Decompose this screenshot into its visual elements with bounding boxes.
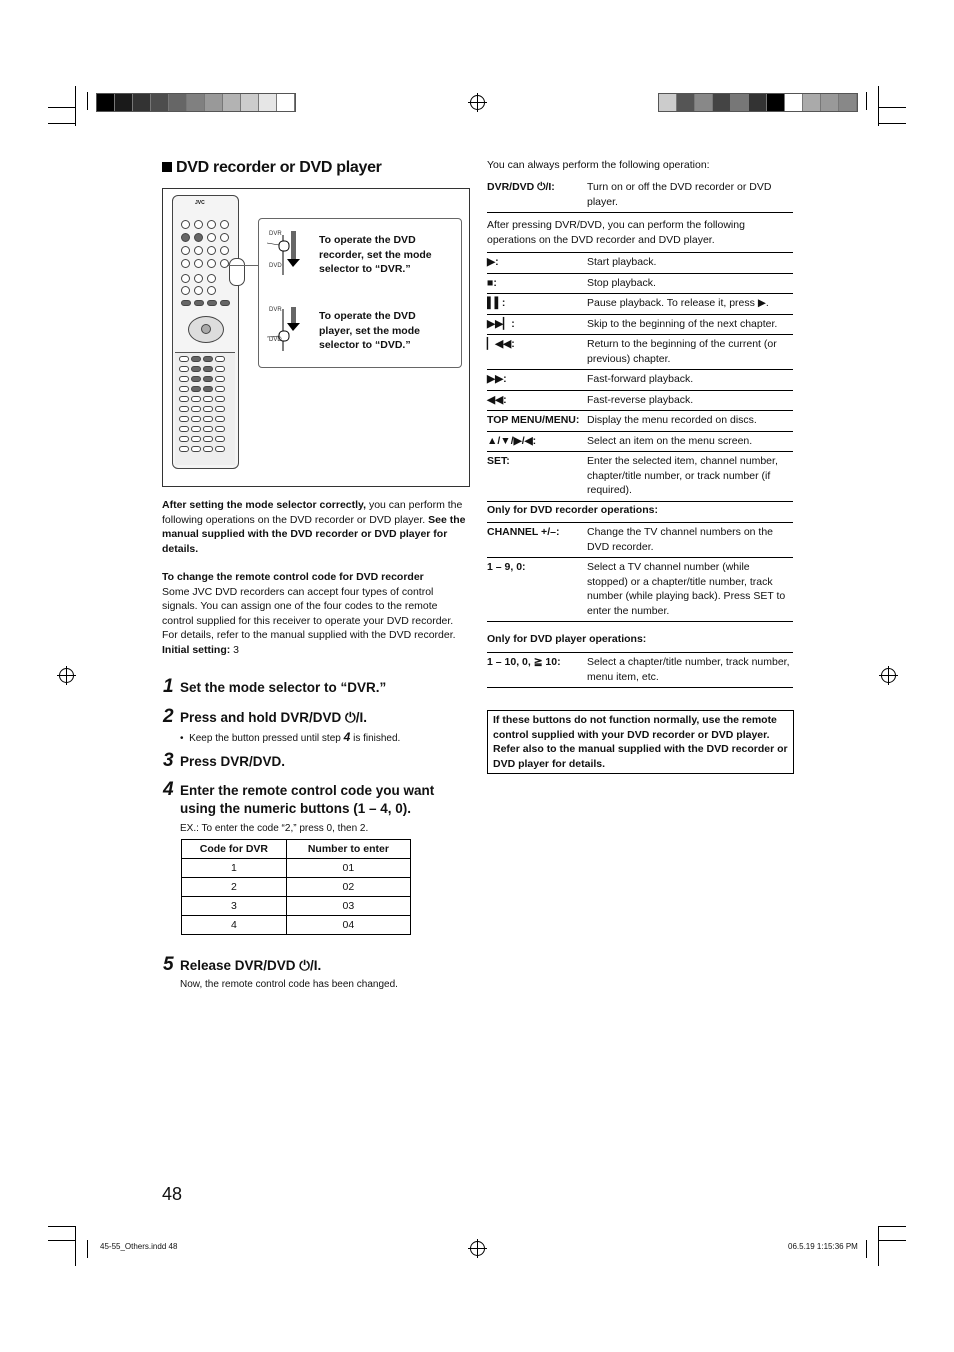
remote-figure — [162, 188, 470, 487]
remote-button — [179, 386, 189, 392]
note-box: If these buttons do not function normally, use the remote control supplied with your DVD recorder or DVD player. Refer also to the manual supplied with the DVD recorder or DVD player for details. — [487, 710, 794, 774]
remote-button — [179, 366, 189, 372]
remote-button — [191, 376, 201, 382]
remote-button — [207, 259, 216, 268]
remote-button — [207, 286, 216, 295]
color-swatch — [677, 94, 695, 111]
color-swatch — [659, 94, 677, 111]
remote-button — [203, 366, 213, 372]
op-desc: Stop playback. — [587, 276, 656, 289]
square-bullet-icon — [162, 162, 172, 172]
table-row — [487, 335, 793, 370]
op-key: ▲/▼/▶/◀: — [487, 434, 537, 447]
table-row — [487, 274, 793, 295]
remote-button — [215, 416, 225, 422]
registration-target-icon — [881, 668, 896, 683]
step-text: Set the mode selector to “DVR.” — [180, 680, 387, 695]
remote-button — [181, 286, 190, 295]
color-swatch — [713, 94, 731, 111]
color-swatch — [839, 94, 857, 111]
remote-button — [191, 416, 201, 422]
mode-selector-callout — [258, 218, 462, 368]
remote-button — [181, 259, 190, 268]
op-desc: Turn on or off the DVD recorder or DVD player. — [587, 181, 772, 208]
always-table — [487, 178, 793, 213]
operations-table — [487, 253, 793, 502]
change-code-section: To change the remote control code for DVD recorder Some JVC DVD recorders can accept four types of control signals. You can assign one of the four codes to the remote control supplied for this receiver to operate your DVD recorder. For details, refer to the manual supplied with the DVD recorder. Initial setting: 3 — [162, 570, 462, 657]
remote-button — [215, 436, 225, 442]
remote-button — [194, 300, 204, 306]
remote-control-illustration — [172, 195, 239, 469]
remote-button — [179, 396, 189, 402]
dvr-position-label: DVR — [269, 307, 282, 313]
remote-button — [181, 233, 190, 242]
step-number: 4 — [163, 779, 174, 800]
dvr-instruction: To operate the DVD recorder, set the mode selector to “DVR.” — [319, 234, 432, 275]
table-row — [487, 558, 793, 622]
table-header: Code for DVR — [182, 840, 287, 859]
section-title: DVD recorder or DVD player — [162, 159, 382, 177]
op-key: ■: — [487, 276, 497, 289]
remote-button — [220, 220, 229, 229]
table-row: 2 02 — [182, 878, 411, 897]
op-desc: Change the TV channel numbers on the DVD recorder. — [587, 526, 774, 553]
remote-button — [194, 259, 203, 268]
dvd-position-label: DVD — [269, 337, 282, 343]
op-key: ▶▶▏: — [487, 317, 515, 330]
remote-button — [191, 426, 201, 432]
code-table — [181, 839, 411, 935]
remote-button — [203, 386, 213, 392]
color-swatch — [187, 94, 205, 111]
table-row: 4 04 — [182, 916, 411, 935]
remote-button — [203, 416, 213, 422]
table-row — [487, 523, 793, 558]
remote-button — [191, 366, 201, 372]
step-number: 3 — [163, 750, 174, 771]
remote-mode-selector — [229, 258, 245, 286]
change-code-heading: To change the remote control code for DVD recorder — [162, 571, 424, 583]
op-desc: Fast-forward playback. — [587, 373, 694, 385]
registration-target-icon — [470, 1241, 485, 1256]
step-number: 1 — [163, 676, 174, 697]
player-operations-table — [487, 653, 793, 688]
remote-button — [207, 246, 216, 255]
step-note: EX.: To enter the code “2,” press 0, then 2. — [180, 823, 369, 834]
color-swatch — [223, 94, 241, 111]
step-text: Press DVR/DVD. — [180, 754, 286, 769]
color-swatch — [115, 94, 133, 111]
remote-button — [194, 233, 203, 242]
remote-button — [181, 220, 190, 229]
recorder-operations-table — [487, 523, 793, 622]
remote-button — [215, 406, 225, 412]
color-swatch — [785, 94, 803, 111]
change-code-text: Some JVC DVD recorders can accept four types of control signals. You can assign one of the four codes to the remote control supplied for this receiver to operate your DVD recorder. For details, refer to the manual supplied with the DVD recorder. — [162, 585, 456, 641]
remote-button — [181, 300, 191, 306]
remote-button — [179, 406, 189, 412]
op-key: ▌▌: — [487, 297, 506, 309]
op-desc: Fast-reverse playback. — [587, 393, 694, 406]
step-number: 2 — [163, 706, 174, 727]
remote-button — [215, 376, 225, 382]
op-desc: Return to the beginning of the current (or previous) chapter. — [587, 338, 777, 365]
step-text: Release DVR/DVD ⏻/I. — [180, 958, 322, 973]
remote-button — [179, 416, 189, 422]
remote-button — [215, 446, 225, 452]
color-swatch — [97, 94, 115, 111]
dvd-position-label: DVD — [269, 263, 282, 269]
table-row — [487, 452, 793, 502]
step-number: 5 — [163, 954, 174, 975]
remote-button — [203, 356, 213, 362]
footer-file: 45-55_Others.indd 48 — [100, 1242, 178, 1251]
remote-button — [179, 376, 189, 382]
table-row — [487, 432, 793, 453]
remote-button — [203, 436, 213, 442]
remote-button — [215, 426, 225, 432]
after-intro: After pressing DVR/DVD, you can perform the following operations on the DVD recorder and DVD player. — [487, 219, 745, 246]
remote-button — [207, 220, 216, 229]
table-row: 3 03 — [182, 897, 411, 916]
remote-button — [207, 233, 216, 242]
remote-button — [203, 376, 213, 382]
table-row — [487, 411, 793, 432]
footer-timestamp: 06.5.19 1:15:36 PM — [788, 1242, 858, 1251]
remote-button — [191, 356, 201, 362]
remote-button — [179, 446, 189, 452]
remote-button — [203, 406, 213, 412]
remote-button — [215, 366, 225, 372]
step-note: Now, the remote control code has been changed. — [180, 979, 398, 990]
color-swatch — [803, 94, 821, 111]
table-row — [487, 294, 793, 315]
remote-brand-logo: JVC — [195, 200, 205, 206]
op-desc: Display the menu recorded on discs. — [587, 414, 757, 426]
remote-button — [191, 396, 201, 402]
callout-pointer — [227, 265, 259, 266]
op-key: SET: — [487, 455, 510, 467]
table-row — [487, 253, 793, 274]
step-note: • Keep the button pressed until step 4 is finished. — [180, 730, 401, 744]
op-desc: Select a TV channel number (while stopped) or a chapter/title number, track number (while playing back). Press SET to enter the number. — [587, 561, 786, 617]
color-swatch — [133, 94, 151, 111]
remote-button — [215, 386, 225, 392]
intro-paragraph: After setting the mode selector correctly, you can perform the following operations on the DVD recorder or DVD player. See the manual supplied with the DVD recorder or DVD player for details. — [162, 499, 466, 555]
op-desc: Pause playback. To release it, press ▶. — [587, 297, 769, 309]
remote-button — [191, 446, 201, 452]
op-desc: Skip to the beginning of the next chapter. — [587, 317, 778, 330]
remote-button — [220, 246, 229, 255]
op-key: CHANNEL +/–: — [487, 526, 560, 538]
color-swatch — [695, 94, 713, 111]
table-row — [487, 653, 793, 688]
op-desc: Select an item on the menu screen. — [587, 434, 753, 447]
color-swatch — [277, 94, 295, 111]
remote-button — [203, 396, 213, 402]
remote-button — [194, 246, 203, 255]
remote-button — [220, 300, 230, 306]
remote-button — [191, 436, 201, 442]
color-swatch — [259, 94, 277, 111]
op-key: ▏◀◀: — [487, 338, 515, 350]
color-swatch — [241, 94, 259, 111]
remote-button — [179, 426, 189, 432]
page-number: 48 — [162, 1184, 183, 1204]
remote-button — [181, 246, 190, 255]
table-header: Number to enter — [286, 840, 410, 859]
color-swatch — [731, 94, 749, 111]
dvd-instruction: To operate the DVD player, set the mode selector to “DVD.” — [319, 310, 420, 351]
step-text: Enter the remote control code you want using the numeric buttons (1 – 4, 0). — [180, 783, 435, 816]
color-swatch — [151, 94, 169, 111]
color-swatch-bar-right — [658, 93, 858, 112]
remote-button — [220, 259, 229, 268]
step-text: Press and hold DVR/DVD ⏻/I. — [180, 710, 367, 725]
op-key: ◀◀: — [487, 393, 507, 406]
remote-set-button — [201, 324, 211, 334]
remote-button — [194, 220, 203, 229]
recorder-heading: Only for DVD recorder operations: — [487, 504, 658, 516]
dvr-position-label: DVR — [269, 231, 282, 237]
color-swatch — [169, 94, 187, 111]
registration-target-icon — [59, 668, 74, 683]
color-swatch — [821, 94, 839, 111]
color-swatch — [205, 94, 223, 111]
registration-target-icon — [470, 95, 485, 110]
op-desc: Select a chapter/title number, track number, menu item, etc. — [587, 656, 790, 683]
remote-button — [215, 356, 225, 362]
op-desc: Enter the selected item, channel number, chapter/title number, or track number (if required). — [587, 455, 778, 496]
op-key: ▶▶: — [487, 373, 507, 385]
op-key: DVR/DVD ⏻/I: — [487, 181, 555, 193]
remote-button — [203, 426, 213, 432]
op-key: ▶: — [487, 256, 499, 268]
table-row — [487, 315, 793, 336]
remote-button — [179, 436, 189, 442]
remote-button — [207, 274, 216, 283]
mode-selector-dvd-icon — [267, 307, 307, 353]
remote-button — [220, 233, 229, 242]
color-swatch — [749, 94, 767, 111]
color-swatch — [767, 94, 785, 111]
remote-button — [194, 274, 203, 283]
op-key: 1 – 9, 0: — [487, 561, 526, 573]
remote-button — [207, 300, 217, 306]
op-desc: Start playback. — [587, 256, 657, 268]
player-heading: Only for DVD player operations: — [487, 633, 647, 645]
mode-selector-dvr-icon — [267, 231, 307, 277]
color-swatch-bar-left — [96, 93, 296, 112]
remote-button — [179, 356, 189, 362]
remote-button — [191, 386, 201, 392]
op-key: TOP MENU/MENU: — [487, 414, 580, 426]
table-row — [487, 391, 793, 412]
table-row — [487, 370, 793, 391]
remote-button — [215, 396, 225, 402]
remote-button — [203, 446, 213, 452]
remote-button — [194, 286, 203, 295]
table-row: 1 01 — [182, 859, 411, 878]
op-key: 1 – 10, 0, ≧ 10: — [487, 656, 561, 668]
remote-button — [191, 406, 201, 412]
always-intro: You can always perform the following operation: — [487, 159, 710, 171]
remote-button — [181, 274, 190, 283]
